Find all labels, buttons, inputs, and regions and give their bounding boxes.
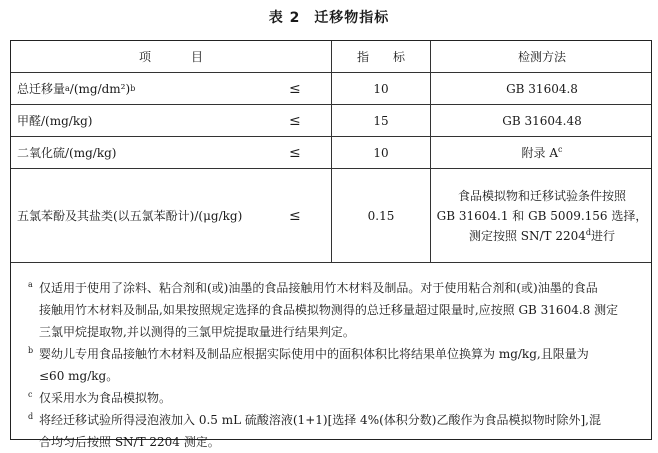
less-equal-symbol: ≤ [289,144,301,161]
row-item-name [11,137,281,168]
item-unit: /(μg/kg) [194,208,243,223]
item-label: 五氯苯酚及其盐类(以五氯苯酚计) [17,209,195,223]
table-footnotes [11,263,651,453]
header-method: 检测方法 [517,49,566,64]
footnote-text: 仅适用于使用了涂料、粘合剂和(或)油墨的食品接触用竹木材料及制品。对于使用粘合剂和(或)油墨的食品 [39,281,598,295]
footnote-text: 将经迁移试验所得浸泡液加入 0.5 mL 硫酸溶液(1+1)[选择 4%(体积分数)乙酸作为食品模拟物时除外],混 [39,413,601,427]
item-label: 甲醛 [17,114,42,128]
footnote [21,409,641,453]
footnote-mark: c [28,390,33,399]
less-equal-symbol: ≤ [289,80,301,97]
method-line: GB 31604.48 [502,113,582,128]
table-number: 表 2 [268,10,301,26]
footnote-text: 接触用竹木材料及制品,如果按照规定选择的食品模拟物测得的总迁移量超过限量时,应按照 GB 31604.8 测定 [39,303,619,317]
table-row [11,105,651,137]
footnote-text: ≤60 mg/kg。 [39,369,119,383]
limit-value: 15 [331,105,431,136]
method-line: 测定按照 SN/T 2204$^d$进行 [468,227,616,243]
table-title: 迁移物指标 [314,10,390,26]
row-item-name [11,105,281,136]
footnote [21,277,641,343]
limit-value: 10 [331,73,431,104]
footnote-mark: c [558,144,563,154]
footnote-mark: a [28,280,33,289]
item-label: 总迁移量 [17,82,66,96]
test-method [431,73,653,104]
row-item-name [11,169,281,262]
test-method [431,169,653,262]
footnote [21,343,641,387]
footnote-text: 合均匀后按照 SN/T 2204 测定。 [39,435,220,449]
test-method [431,105,653,136]
table-row [11,137,651,169]
table-row [11,73,651,105]
header-index: 指标 [331,41,431,72]
item-unit: /(mg/dm²) [69,81,131,96]
less-equal-symbol: ≤ [289,112,301,129]
table-header-row [11,41,651,73]
less-equal-symbol: ≤ [289,207,301,224]
limit-value: 10 [331,137,431,168]
header-item: 项目 [138,50,243,64]
footnote [21,387,641,409]
item-unit: /(mg/kg) [41,113,93,128]
method-line: GB 31604.1 和 GB 5009.156 选择， [436,208,648,223]
footnote-text: 三氯甲烷提取物,并以测得的三氯甲烷提取量进行结果判定。 [39,325,355,339]
item-label: 二氧化硫 [17,146,66,160]
footnote-mark: b [28,346,34,355]
table-row [11,169,651,263]
item-unit: /(mg/kg) [65,145,117,160]
row-item-name: 总迁移量 a /(mg/dm²) b [17,81,136,96]
method-line: 食品模拟物和迁移试验条件按照 [457,188,626,203]
method-line: GB 31604.8 [506,81,578,96]
method-line: 附录 $A^c$ [521,144,563,160]
footnote-text: 婴幼儿专用食品接触竹木材料及制品应根据实际使用中的面积体积比将结果单位换算为 mg/kg,且限量为 [39,347,589,361]
table-caption [0,7,658,27]
migration-table [10,40,652,449]
limit-value: 0.15 [331,169,431,262]
footnote-text: 仅采用水为食品模拟物。 [39,391,172,405]
test-method [431,137,653,168]
footnote-mark: d [585,227,592,237]
footnote-mark: d [28,412,34,421]
